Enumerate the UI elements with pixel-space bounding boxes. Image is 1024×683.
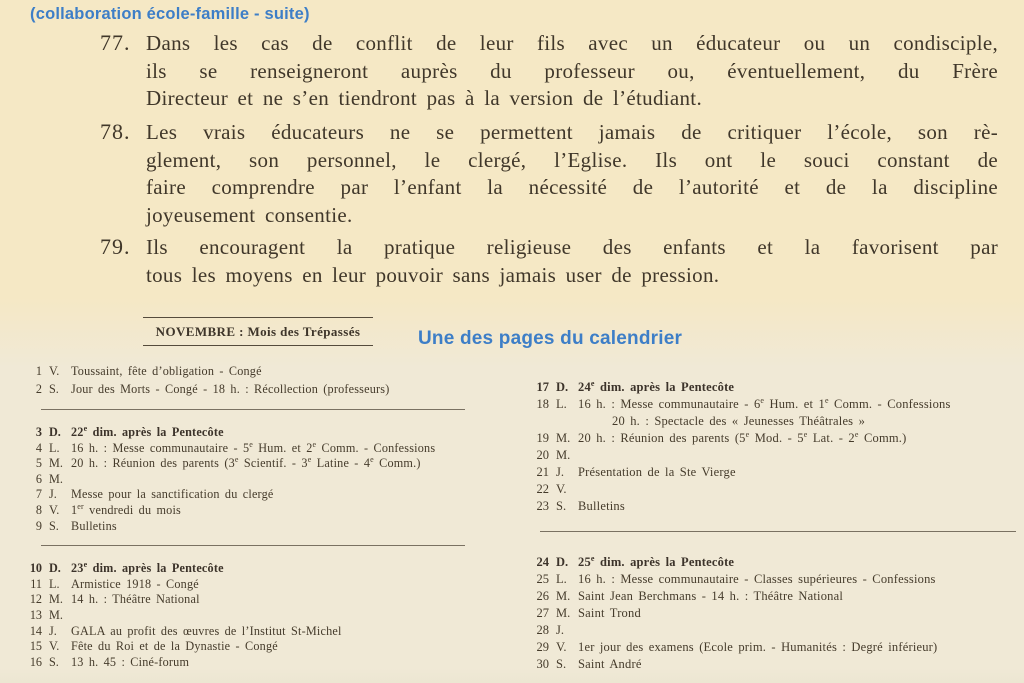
day-number: 28 bbox=[536, 623, 549, 637]
rule-text-line: joyeusement consentie. bbox=[146, 202, 353, 227]
entry-text: 1er jour des examens (Ecole prim. - Humanités : Degré inférieur) bbox=[578, 640, 938, 654]
weekday-code: M. bbox=[49, 592, 63, 607]
day-number: 23 bbox=[536, 499, 549, 513]
rule-text-line: Ils encouragent la pratique religieuse des enfants et la favorisent par bbox=[146, 235, 998, 259]
calendar-entry bbox=[25, 519, 475, 535]
weekday-code: L. bbox=[556, 572, 567, 586]
day-number: 27 bbox=[536, 606, 549, 620]
entry-text: 20 h. : Réunion des parents (3e Scientif. - 3e Latine - 4e Comm.) bbox=[71, 455, 421, 471]
day-number: 8 bbox=[35, 502, 42, 517]
weekday-code: V. bbox=[49, 502, 60, 517]
calendar-entry bbox=[25, 472, 475, 488]
calendar-entry bbox=[532, 571, 1018, 588]
day-number: 25 bbox=[536, 572, 549, 586]
entry-text: Saint Trond bbox=[578, 606, 641, 620]
calendar-week-group bbox=[25, 362, 475, 398]
weekday-code: L. bbox=[49, 440, 60, 455]
calendar-entry bbox=[25, 456, 475, 472]
rule-text bbox=[146, 30, 998, 113]
day-number: 12 bbox=[29, 592, 42, 607]
entry-text: 13 h. 45 : Ciné-forum bbox=[71, 654, 190, 669]
weekday-code: M. bbox=[49, 607, 63, 622]
weekday-code: D. bbox=[49, 561, 61, 576]
separator-rule bbox=[41, 545, 465, 546]
day-number: 15 bbox=[29, 639, 42, 654]
calendar-entry bbox=[532, 430, 1018, 447]
rule-number: 79. bbox=[100, 234, 131, 259]
calendar-entry bbox=[532, 656, 1018, 673]
day-number: 29 bbox=[536, 640, 549, 654]
calendar-week-group bbox=[25, 561, 475, 670]
entry-text: Présentation de la Ste Vierge bbox=[578, 465, 736, 479]
day-number: 2 bbox=[35, 382, 42, 396]
entry-text: Fête du Roi et de la Dynastie - Congé bbox=[71, 639, 278, 654]
day-number: 17 bbox=[536, 380, 549, 394]
day-number: 14 bbox=[29, 623, 42, 638]
entry-text: Saint André bbox=[578, 657, 642, 671]
calendar-month-header: NOVEMBRE : Mois des Trépassés bbox=[143, 317, 373, 346]
rule-text bbox=[146, 234, 998, 289]
calendar-entry bbox=[532, 481, 1018, 498]
rule-paragraph-78 bbox=[100, 119, 998, 229]
entry-text: 20 h. : Réunion des parents (5e Mod. - 5e Lat. - 2e Comm.) bbox=[578, 429, 907, 445]
day-number: 4 bbox=[35, 440, 42, 455]
calendar-week-group bbox=[25, 425, 475, 534]
entry-text: Armistice 1918 - Congé bbox=[71, 576, 199, 591]
entry-text: Bulletins bbox=[71, 518, 117, 533]
calendar-entry bbox=[25, 655, 475, 671]
entry-text: 22e dim. après la Pentecôte bbox=[71, 423, 224, 439]
rule-text bbox=[146, 119, 998, 229]
day-number: 3 bbox=[35, 425, 42, 439]
calendar-entry bbox=[532, 379, 1018, 396]
weekday-code: M. bbox=[556, 606, 571, 620]
calendar-entry bbox=[25, 592, 475, 608]
rule-paragraph-79 bbox=[100, 234, 998, 289]
day-number: 22 bbox=[536, 482, 549, 496]
separator-rule bbox=[540, 531, 1016, 532]
entry-text: Toussaint, fête d’obligation - Congé bbox=[71, 364, 262, 378]
calendar-week-group bbox=[532, 379, 1018, 515]
rule-text-line: faire comprendre par l’enfant la nécessité de l’autorité et de la discipline bbox=[146, 175, 998, 199]
rule-number: 78. bbox=[100, 119, 131, 144]
weekday-code: M. bbox=[556, 431, 571, 445]
entry-text: Jour des Morts - Congé - 18 h. : Récollection (professeurs) bbox=[71, 382, 390, 396]
entry-text: 23e dim. après la Pentecôte bbox=[71, 560, 224, 576]
calendar-week-group bbox=[532, 554, 1018, 673]
weekday-code: M. bbox=[556, 448, 571, 462]
day-number: 24 bbox=[536, 555, 549, 569]
weekday-code: J. bbox=[49, 487, 57, 502]
calendar-entry bbox=[25, 380, 475, 398]
day-number: 9 bbox=[35, 518, 42, 533]
rule-text-line: Directeur et ne s’en tiendront pas à la version de l’étudiant. bbox=[146, 86, 702, 110]
section-heading-note: (collaboration école-famille - suite) bbox=[30, 5, 310, 23]
weekday-code: S. bbox=[556, 657, 567, 671]
calendar-entry bbox=[25, 503, 475, 519]
calendar-entry bbox=[25, 639, 475, 655]
entry-text: Messe pour la sanctification du clergé bbox=[71, 487, 274, 502]
entry-text: 24e dim. après la Pentecôte bbox=[578, 378, 735, 394]
weekday-code: L. bbox=[49, 576, 60, 591]
day-number: 1 bbox=[35, 364, 42, 378]
day-number: 7 bbox=[35, 487, 42, 502]
day-number: 26 bbox=[536, 589, 549, 603]
day-number: 11 bbox=[30, 576, 42, 591]
calendar-entry bbox=[25, 624, 475, 640]
calendar-entry bbox=[532, 605, 1018, 622]
entry-text: 16 h. : Messe communautaire - 6e Hum. et 1e Comm. - Confessions bbox=[578, 395, 951, 411]
calendar-entry bbox=[25, 561, 475, 577]
entry-text: 20 h. : Spectacle des « Jeunesses Théâtrales » bbox=[612, 414, 866, 428]
day-number: 6 bbox=[35, 471, 42, 486]
calendar-entry bbox=[25, 577, 475, 593]
weekday-code: D. bbox=[556, 555, 569, 569]
calendar-entry bbox=[25, 362, 475, 380]
rule-text-line: tous les moyens en leur pouvoir sans jamais user de pression. bbox=[146, 262, 720, 287]
calendar-entry bbox=[25, 487, 475, 503]
entry-text: 16 h. : Messe communautaire - 5e Hum. et 2e Comm. - Confessions bbox=[71, 439, 436, 455]
weekday-code: M. bbox=[49, 471, 63, 486]
calendar-entry bbox=[25, 608, 475, 624]
day-number: 21 bbox=[536, 465, 549, 479]
rule-paragraph-77 bbox=[100, 30, 998, 113]
entry-text: 1er vendredi du mois bbox=[71, 501, 181, 517]
calendar-entry bbox=[532, 498, 1018, 515]
weekday-code: D. bbox=[556, 380, 569, 394]
weekday-code: S. bbox=[49, 518, 59, 533]
weekday-code: V. bbox=[49, 364, 60, 378]
day-number: 16 bbox=[29, 654, 42, 669]
entry-text: Bulletins bbox=[578, 499, 625, 513]
weekday-code: V. bbox=[49, 639, 60, 654]
weekday-code: M. bbox=[556, 589, 571, 603]
calendar-entry bbox=[25, 425, 475, 441]
day-number: 18 bbox=[536, 397, 549, 411]
calendar-entry bbox=[532, 464, 1018, 481]
weekday-code: S. bbox=[556, 499, 567, 513]
calendar-entry bbox=[25, 441, 475, 457]
day-number: 13 bbox=[29, 607, 42, 622]
day-number: 19 bbox=[536, 431, 549, 445]
weekday-code: M. bbox=[49, 456, 63, 471]
calendar-right-column bbox=[532, 379, 1018, 673]
weekday-code: J. bbox=[49, 623, 57, 638]
entry-text: 14 h. : Théâtre National bbox=[71, 592, 200, 607]
rule-number: 77. bbox=[100, 30, 131, 55]
weekday-code: J. bbox=[556, 465, 564, 479]
rule-text-line: Les vrais éducateurs ne se permettent jamais de critiquer l’école, son rè- bbox=[146, 120, 998, 144]
day-number: 30 bbox=[536, 657, 549, 671]
calendar-entry bbox=[532, 396, 1018, 413]
calendar-caption: Une des pages du calendrier bbox=[418, 328, 683, 349]
calendar-entry bbox=[532, 588, 1018, 605]
rule-text-line: Dans les cas de conflit de leur fils avec un éducateur ou un condisciple, bbox=[146, 31, 998, 55]
calendar-entry bbox=[532, 554, 1018, 571]
calendar-entry bbox=[532, 639, 1018, 656]
calendar-left-column bbox=[25, 362, 475, 670]
entry-text: 25e dim. après la Pentecôte bbox=[578, 553, 735, 569]
calendar-entry bbox=[532, 447, 1018, 464]
day-number: 20 bbox=[536, 448, 549, 462]
weekday-code: J. bbox=[556, 623, 564, 637]
entry-text: GALA au profit des œuvres de l’Institut St-Michel bbox=[71, 623, 342, 638]
rule-text-line: ils se renseigneront auprès du professeur ou, éventuellement, du Frère bbox=[146, 58, 998, 83]
day-number: 5 bbox=[35, 456, 42, 471]
weekday-code: V. bbox=[556, 482, 567, 496]
day-number: 10 bbox=[29, 561, 42, 576]
weekday-code: D. bbox=[49, 425, 61, 439]
weekday-code: S. bbox=[49, 654, 59, 669]
rule-text-line: glement, son personnel, le clergé, l’Eglise. Ils ont le souci constant de bbox=[146, 147, 998, 172]
entry-text: 16 h. : Messe communautaire - Classes supérieures - Confessions bbox=[578, 572, 936, 586]
weekday-code: S. bbox=[49, 382, 59, 396]
weekday-code: L. bbox=[556, 397, 567, 411]
weekday-code: V. bbox=[556, 640, 567, 654]
calendar-entry bbox=[532, 413, 1018, 430]
entry-text: Saint Jean Berchmans - 14 h. : Théâtre National bbox=[578, 589, 844, 603]
separator-rule bbox=[41, 409, 465, 410]
calendar-entry bbox=[532, 622, 1018, 639]
